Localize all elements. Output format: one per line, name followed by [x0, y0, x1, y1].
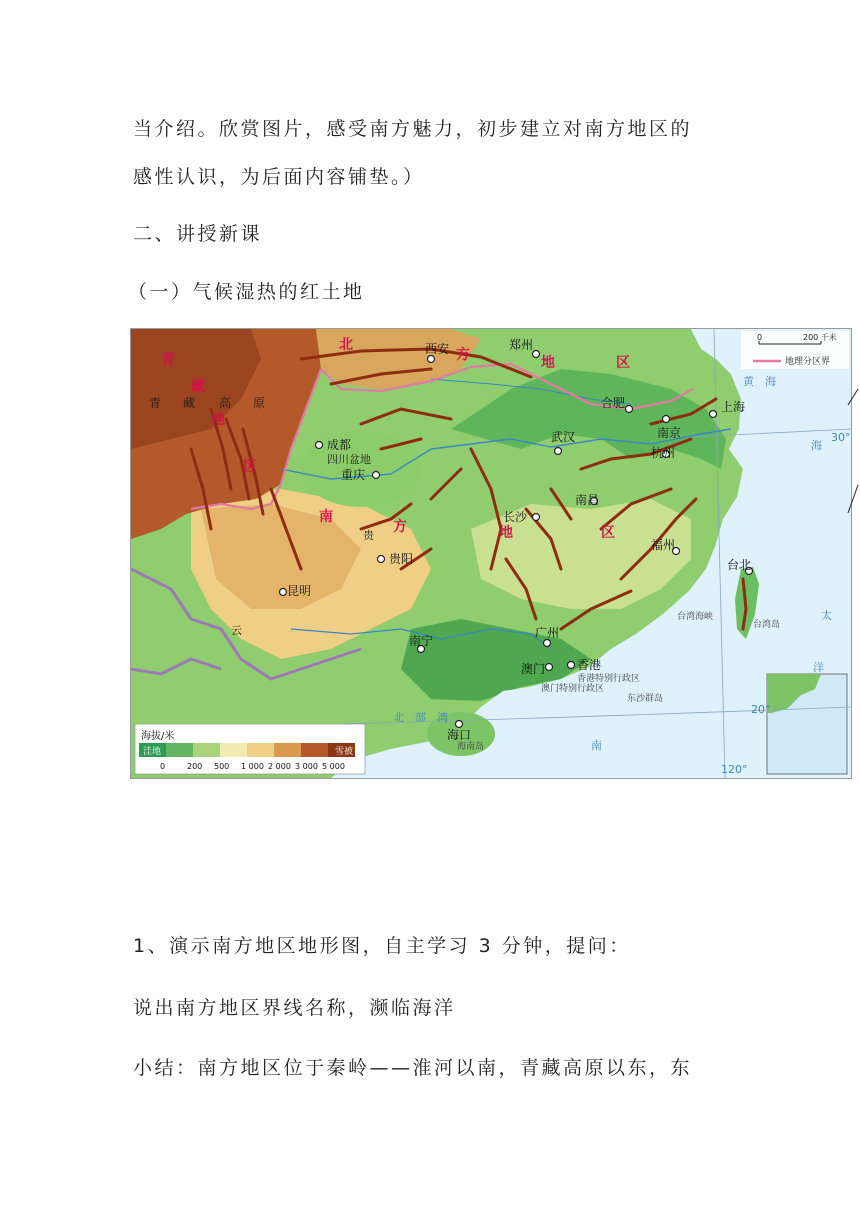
city-nanning: 南宁 [409, 634, 434, 648]
city-hefei: 合肥 [601, 396, 626, 410]
place-yun: 云 [231, 624, 242, 637]
label-south-4: 区 [601, 525, 615, 541]
label-plateau-1: 青 [149, 396, 162, 410]
city-marker-hongkong [568, 662, 575, 669]
city-guangzhou: 广州 [535, 626, 560, 640]
city-hangzhou: 杭州 [651, 446, 676, 460]
south-china-terrain-map [130, 328, 852, 779]
city-marker-macau [546, 664, 553, 671]
elevation-tick-label: 0 [160, 762, 166, 771]
city-marker-zhengzhou [533, 351, 540, 358]
city-marker-xian [428, 356, 435, 363]
city-zhengzhou: 郑州 [509, 338, 534, 352]
line-1: 当介绍。欣赏图片，感受南方魅力，初步建立对南方地区的 [133, 118, 693, 140]
place-taiwan-island: 台湾岛 [753, 620, 781, 630]
city-kunming: 昆明 [287, 584, 312, 598]
city-taibei: 台北 [727, 558, 752, 572]
elevation-tick-label: 2 000 [268, 762, 291, 771]
city-haikou: 海口 [447, 728, 472, 742]
place-huang-hai: 黄 海 [743, 375, 776, 388]
elevation-swatch [166, 743, 193, 757]
scale-legend [741, 331, 849, 369]
elevation-swatch [274, 743, 301, 757]
city-marker-hefei [626, 406, 633, 413]
elevation-ticks [160, 762, 345, 771]
elevation-swatch [301, 743, 328, 757]
label-north-4: 区 [616, 355, 630, 371]
city-marker-kunming [280, 589, 287, 596]
label-south-2: 方 [393, 519, 407, 535]
place-sichuan-basin: 四川盆地 [327, 453, 371, 466]
city-marker-changsha [533, 514, 540, 521]
city-chongqing: 重庆 [341, 468, 366, 482]
section-heading: 二、讲授新课 [133, 223, 263, 245]
edge-pointer-lines [846, 385, 860, 525]
city-marker-guangzhou [544, 640, 551, 647]
city-shanghai: 上海 [721, 400, 746, 414]
elevation-tick-label: 500 [214, 762, 230, 771]
place-hainan-island: 海南岛 [457, 742, 485, 752]
city-hongkong: 香港 [577, 658, 602, 672]
line-5: 小结：南方地区位于秦岭——淮河以南，青藏高原以东，东 [133, 1057, 693, 1079]
lat-30-label: 30° [831, 431, 851, 444]
label-north-2: 方 [456, 347, 470, 363]
place-gui: 贵 [363, 529, 374, 542]
lon-120-label: 120° [721, 763, 748, 776]
scale-zero: 0 [757, 333, 763, 342]
city-marker-wuhan [555, 448, 562, 455]
elevation-swatch [220, 743, 247, 757]
city-wuhan: 武汉 [551, 430, 576, 444]
elevation-legend [135, 724, 365, 774]
elevation-swatch [193, 743, 220, 757]
place-dongsha: 东沙群岛 [627, 694, 664, 704]
city-macau: 澳门 [521, 662, 546, 676]
elevation-low-label: 洼地 [143, 747, 162, 757]
elevation-swatch [247, 743, 274, 757]
label-north-1: 北 [339, 337, 353, 353]
subsection-heading: （一）气候湿热的红土地 [128, 281, 365, 303]
place-aomen-sar: 澳门特别行政区 [541, 684, 605, 694]
label-qz-3: 地 [211, 412, 225, 428]
label-qz-4: 区 [243, 459, 257, 475]
line-3: 1、演示南方地区地形图，自主学习 3 分钟，提问： [133, 935, 631, 957]
city-chengdu: 成都 [327, 438, 352, 452]
city-marker-guiyang [378, 556, 385, 563]
city-marker-shanghai [710, 411, 717, 418]
city-marker-chengdu [316, 442, 323, 449]
city-marker-haikou [456, 721, 463, 728]
city-guiyang: 贵阳 [389, 552, 414, 566]
place-yang: 洋 [813, 661, 824, 674]
elevation-tick-label: 1 000 [241, 762, 264, 771]
elevation-tick-label: 200 [187, 762, 203, 771]
lat-20-label: 20° [751, 703, 771, 716]
place-taiwan-strait: 台湾海峡 [677, 612, 714, 622]
place-beibu: 北 部 湾 [393, 711, 448, 724]
line-4: 说出南方地区界线名称，濒临海洋 [133, 997, 456, 1019]
city-marker-chongqing [373, 472, 380, 479]
label-plateau-2: 藏 [183, 396, 196, 410]
place-xianggang-sar: 香港特别行政区 [577, 674, 641, 684]
label-plateau-3: 高 [219, 396, 232, 410]
label-south-3: 地 [499, 525, 513, 541]
scale-distance: 200 千米 [803, 333, 837, 342]
place-dong-hai: 海 [811, 439, 822, 452]
elevation-high-label: 雪被 [335, 747, 354, 757]
elevation-legend-title: 海拔/米 [141, 731, 175, 742]
boundary-legend-label: 地理分区界 [785, 357, 831, 367]
city-nanjing: 南京 [657, 426, 682, 440]
line-2: 感性认识，为后面内容铺垫。） [133, 166, 425, 188]
city-nanchang: 南昌 [575, 493, 600, 507]
label-north-3: 地 [541, 355, 555, 371]
place-tai-ping: 太 [821, 609, 832, 622]
label-qz-2: 藏 [191, 379, 205, 395]
place-nan-hai: 南 [591, 739, 602, 752]
city-fuzhou: 福州 [651, 538, 676, 552]
map-canvas [131, 329, 851, 778]
city-marker-nanjing [663, 416, 670, 423]
elevation-swatches [139, 743, 355, 757]
elevation-tick-label: 3 000 [295, 762, 318, 771]
label-south-1: 南 [319, 509, 333, 525]
label-plateau-4: 原 [253, 396, 266, 410]
city-changsha: 长沙 [503, 510, 528, 524]
city-xian: 西安 [425, 342, 450, 356]
label-qz-1: 青 [161, 352, 175, 368]
elevation-tick-label: 5 000 [322, 762, 345, 771]
